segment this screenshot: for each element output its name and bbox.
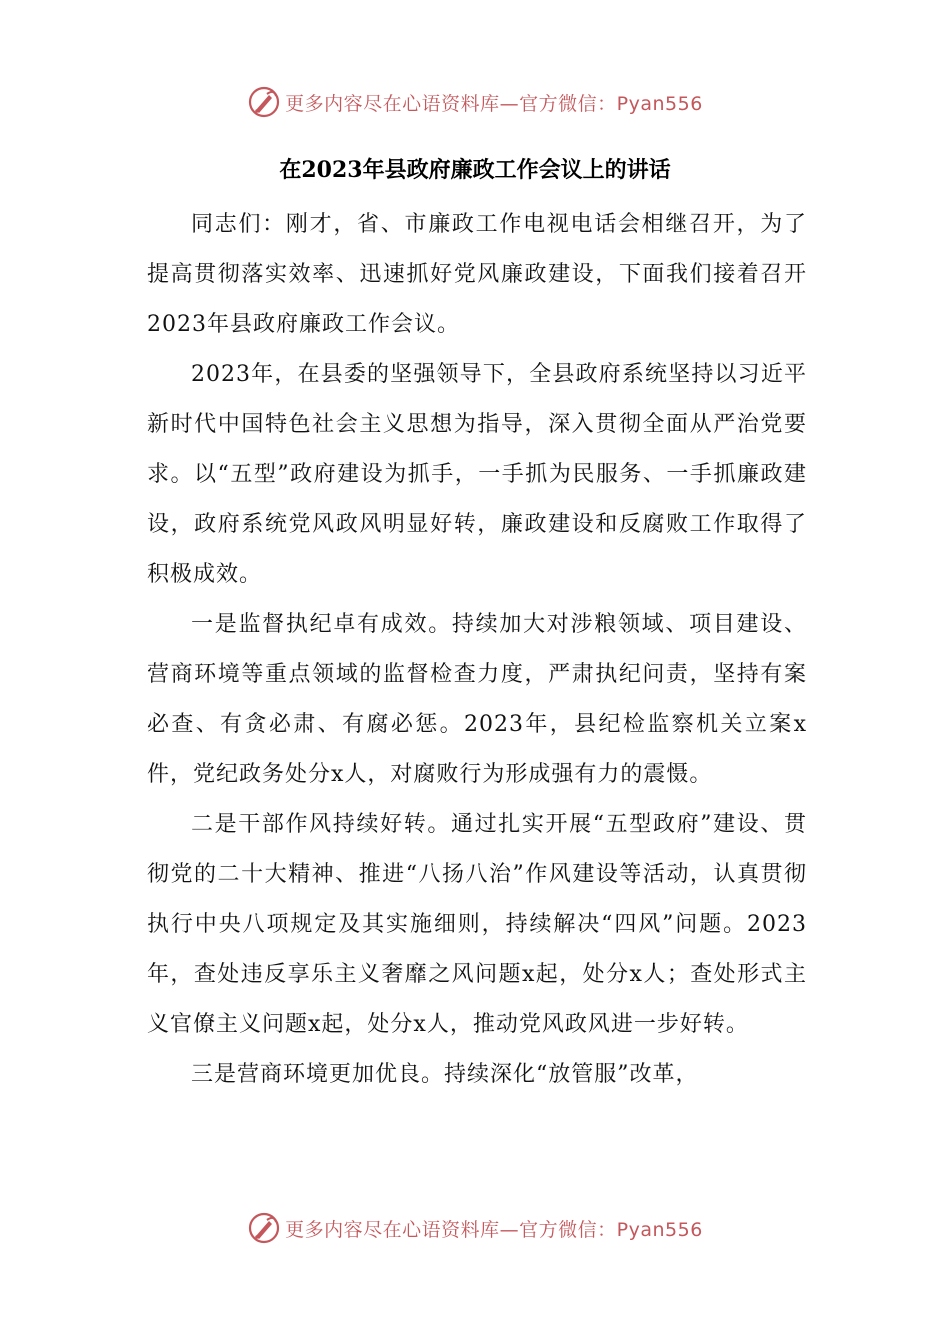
paragraph: 二是干部作风持续好转。通过扎实开展“五型政府”建设、贯彻党的二十大精神、推进“八扬八治”作风建设等活动，认真贯彻执行中央八项规定及其实施细则，持续解决“四风”问题。2023年，查处违反享乐主义奢靡之风问题x起，处分x人；查处形式主义官僚主义问题x起，处分x人，推动党风政风进一步好转。 xyxy=(147,812,807,1037)
paragraph: 2023年，在县委的坚强领导下，全县政府系统坚持以习近平新时代中国特色社会主义思想为指导，深入贯彻全面从严治党要求。以“五型”政府建设为抓手，一手抓为民服务、一手抓廉政建设，政府系统党风政风明显好转，廉政建设和反腐败工作取得了积极成效。 xyxy=(147,362,807,587)
pen-circle-logo-icon xyxy=(247,85,281,119)
watermark-text: 更多内容尽在心语资料库—官方微信：Pyan556 xyxy=(285,92,703,115)
paragraph: 同志们：刚才，省、市廉政工作电视电话会相继召开，为了提高贯彻落实效率、迅速抓好党风廉政建设，下面我们接着召开2023年县政府廉政工作会议。 xyxy=(147,212,807,337)
paragraph: 一是监督执纪卓有成效。持续加大对涉粮领域、项目建设、营商环境等重点领域的监督检查力度，严肃执纪问责，坚持有案必查、有贪必肃、有腐必惩。2023年，县纪检监察机关立案x件，党纪政务处分x人，对腐败行为形成强有力的震慑。 xyxy=(147,612,807,787)
watermark-footer xyxy=(0,1208,950,1248)
document-body xyxy=(147,200,807,1100)
watermark-text: 更多内容尽在心语资料库—官方微信：Pyan556 xyxy=(285,1218,703,1241)
watermark-header xyxy=(0,82,950,122)
pen-circle-logo-icon xyxy=(247,1211,281,1245)
paragraph: 三是营商环境更加优良。持续深化“放管服”改革， xyxy=(191,1062,699,1087)
document-title: 在2023年县政府廉政工作会议上的讲话 xyxy=(279,157,671,183)
